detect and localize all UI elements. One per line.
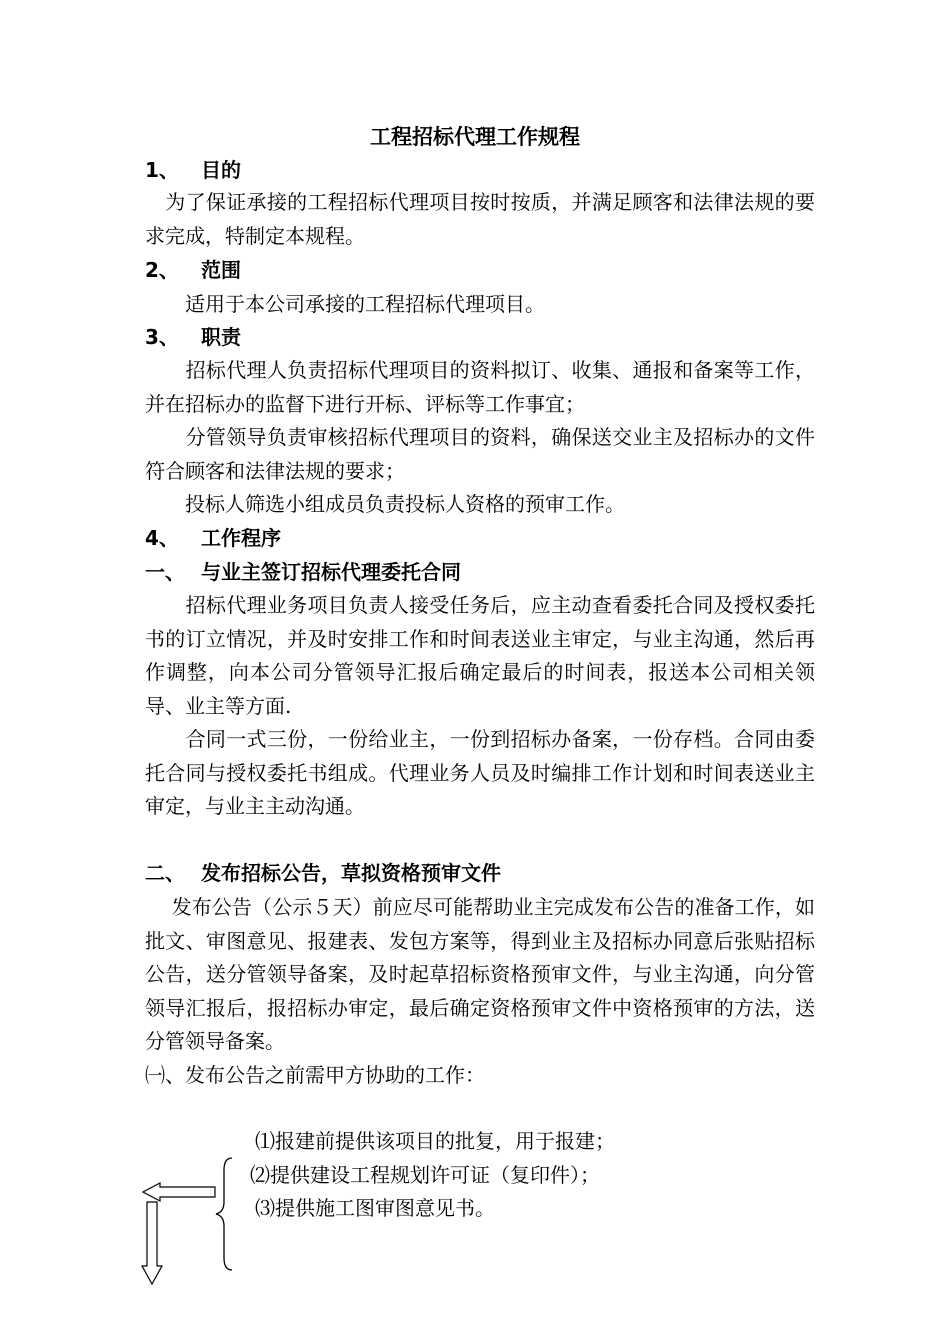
flow-arrow-diagram [140,1140,250,1285]
section-1-number: 1、 [145,158,179,182]
section-3-paragraph-2: 分管领导负责审核招标代理项目的资料，确保送交业主及招标办的文件符合顾客和法律法规的要求； [145,425,815,483]
section-3-heading [145,322,241,352]
list-item: ⑴报建前提供该项目的批复，用于报建； [255,1129,615,1153]
left-arrow-icon [143,1183,215,1201]
part-2-subheading-1: ㈠、发布公告之前需甲方协助的工作： [145,1063,485,1087]
down-arrow-icon [142,1202,162,1284]
section-2-number: 2、 [145,258,179,282]
list-item: ⑶提供施工图审图意见书。 [255,1196,495,1220]
section-3-title: 职责 [201,325,241,349]
section-4-heading [145,523,281,553]
part-2-paragraph-1: 发布公告（公示５天）前应尽可能帮助业主完成发布公告的准备工作，如批文、审图意见、报建表、发包方案等，得到业主及招标办同意后张贴招标公告，送分管领导备案，及时起草招标资格预审文件，与业主沟通，向分管领导汇报后，报招标办审定，最后确定资格预审文件中资格预审的方法，送分管领导备案。 [145,895,815,1053]
part-2-heading [145,858,501,888]
part-1-heading [145,557,461,587]
curly-brace-icon [216,1158,232,1270]
section-2-title: 范围 [201,258,241,282]
section-3-paragraph-3: 投标人筛选小组成员负责投标人资格的预审工作。 [145,492,625,516]
section-4-title: 工作程序 [201,526,281,550]
part-1-paragraph-1: 招标代理业务项目负责人接受任务后，应主动查看委托合同及授权委托书的订立情况，并及时安排工作和时间表送业主审定，与业主沟通，然后再作调整，向本公司分管领导汇报后确定最后的时间表，报送本公司相关领导、业主等方面. [145,593,815,718]
section-4-number: 4、 [145,526,179,550]
section-2-text: 适用于本公司承接的工程招标代理项目。 [145,292,545,316]
section-1-heading [145,155,241,185]
part-1-title: 与业主签订招标代理委托合同 [201,560,461,584]
part-2-number: 二、 [145,861,185,885]
section-3-paragraph-1: 招标代理人负责招标代理项目的资料拟订、收集、通报和备案等工作，并在招标办的监督下进行开标、评标等工作事宜； [145,358,815,416]
section-1-title: 目的 [201,158,241,182]
section-1-text: 为了保证承接的工程招标代理项目按时按质，并满足顾客和法律法规的要求完成，特制定本规程。 [145,190,815,248]
section-2-heading [145,255,241,285]
part-1-number: 一、 [145,560,185,584]
part-2-title: 发布招标公告，草拟资格预审文件 [201,861,501,885]
list-item: ⑵提供建设工程规划许可证（复印件）； [250,1163,600,1187]
part-1-paragraph-2: 合同一式三份，一份给业主，一份到招标办备案，一份存档。合同由委托合同与授权委托书组成。代理业务人员及时编排工作计划和时间表送业主审定，与业主主动沟通。 [145,727,815,818]
document-title: 工程招标代理工作规程 [370,125,580,149]
section-3-number: 3、 [145,325,179,349]
